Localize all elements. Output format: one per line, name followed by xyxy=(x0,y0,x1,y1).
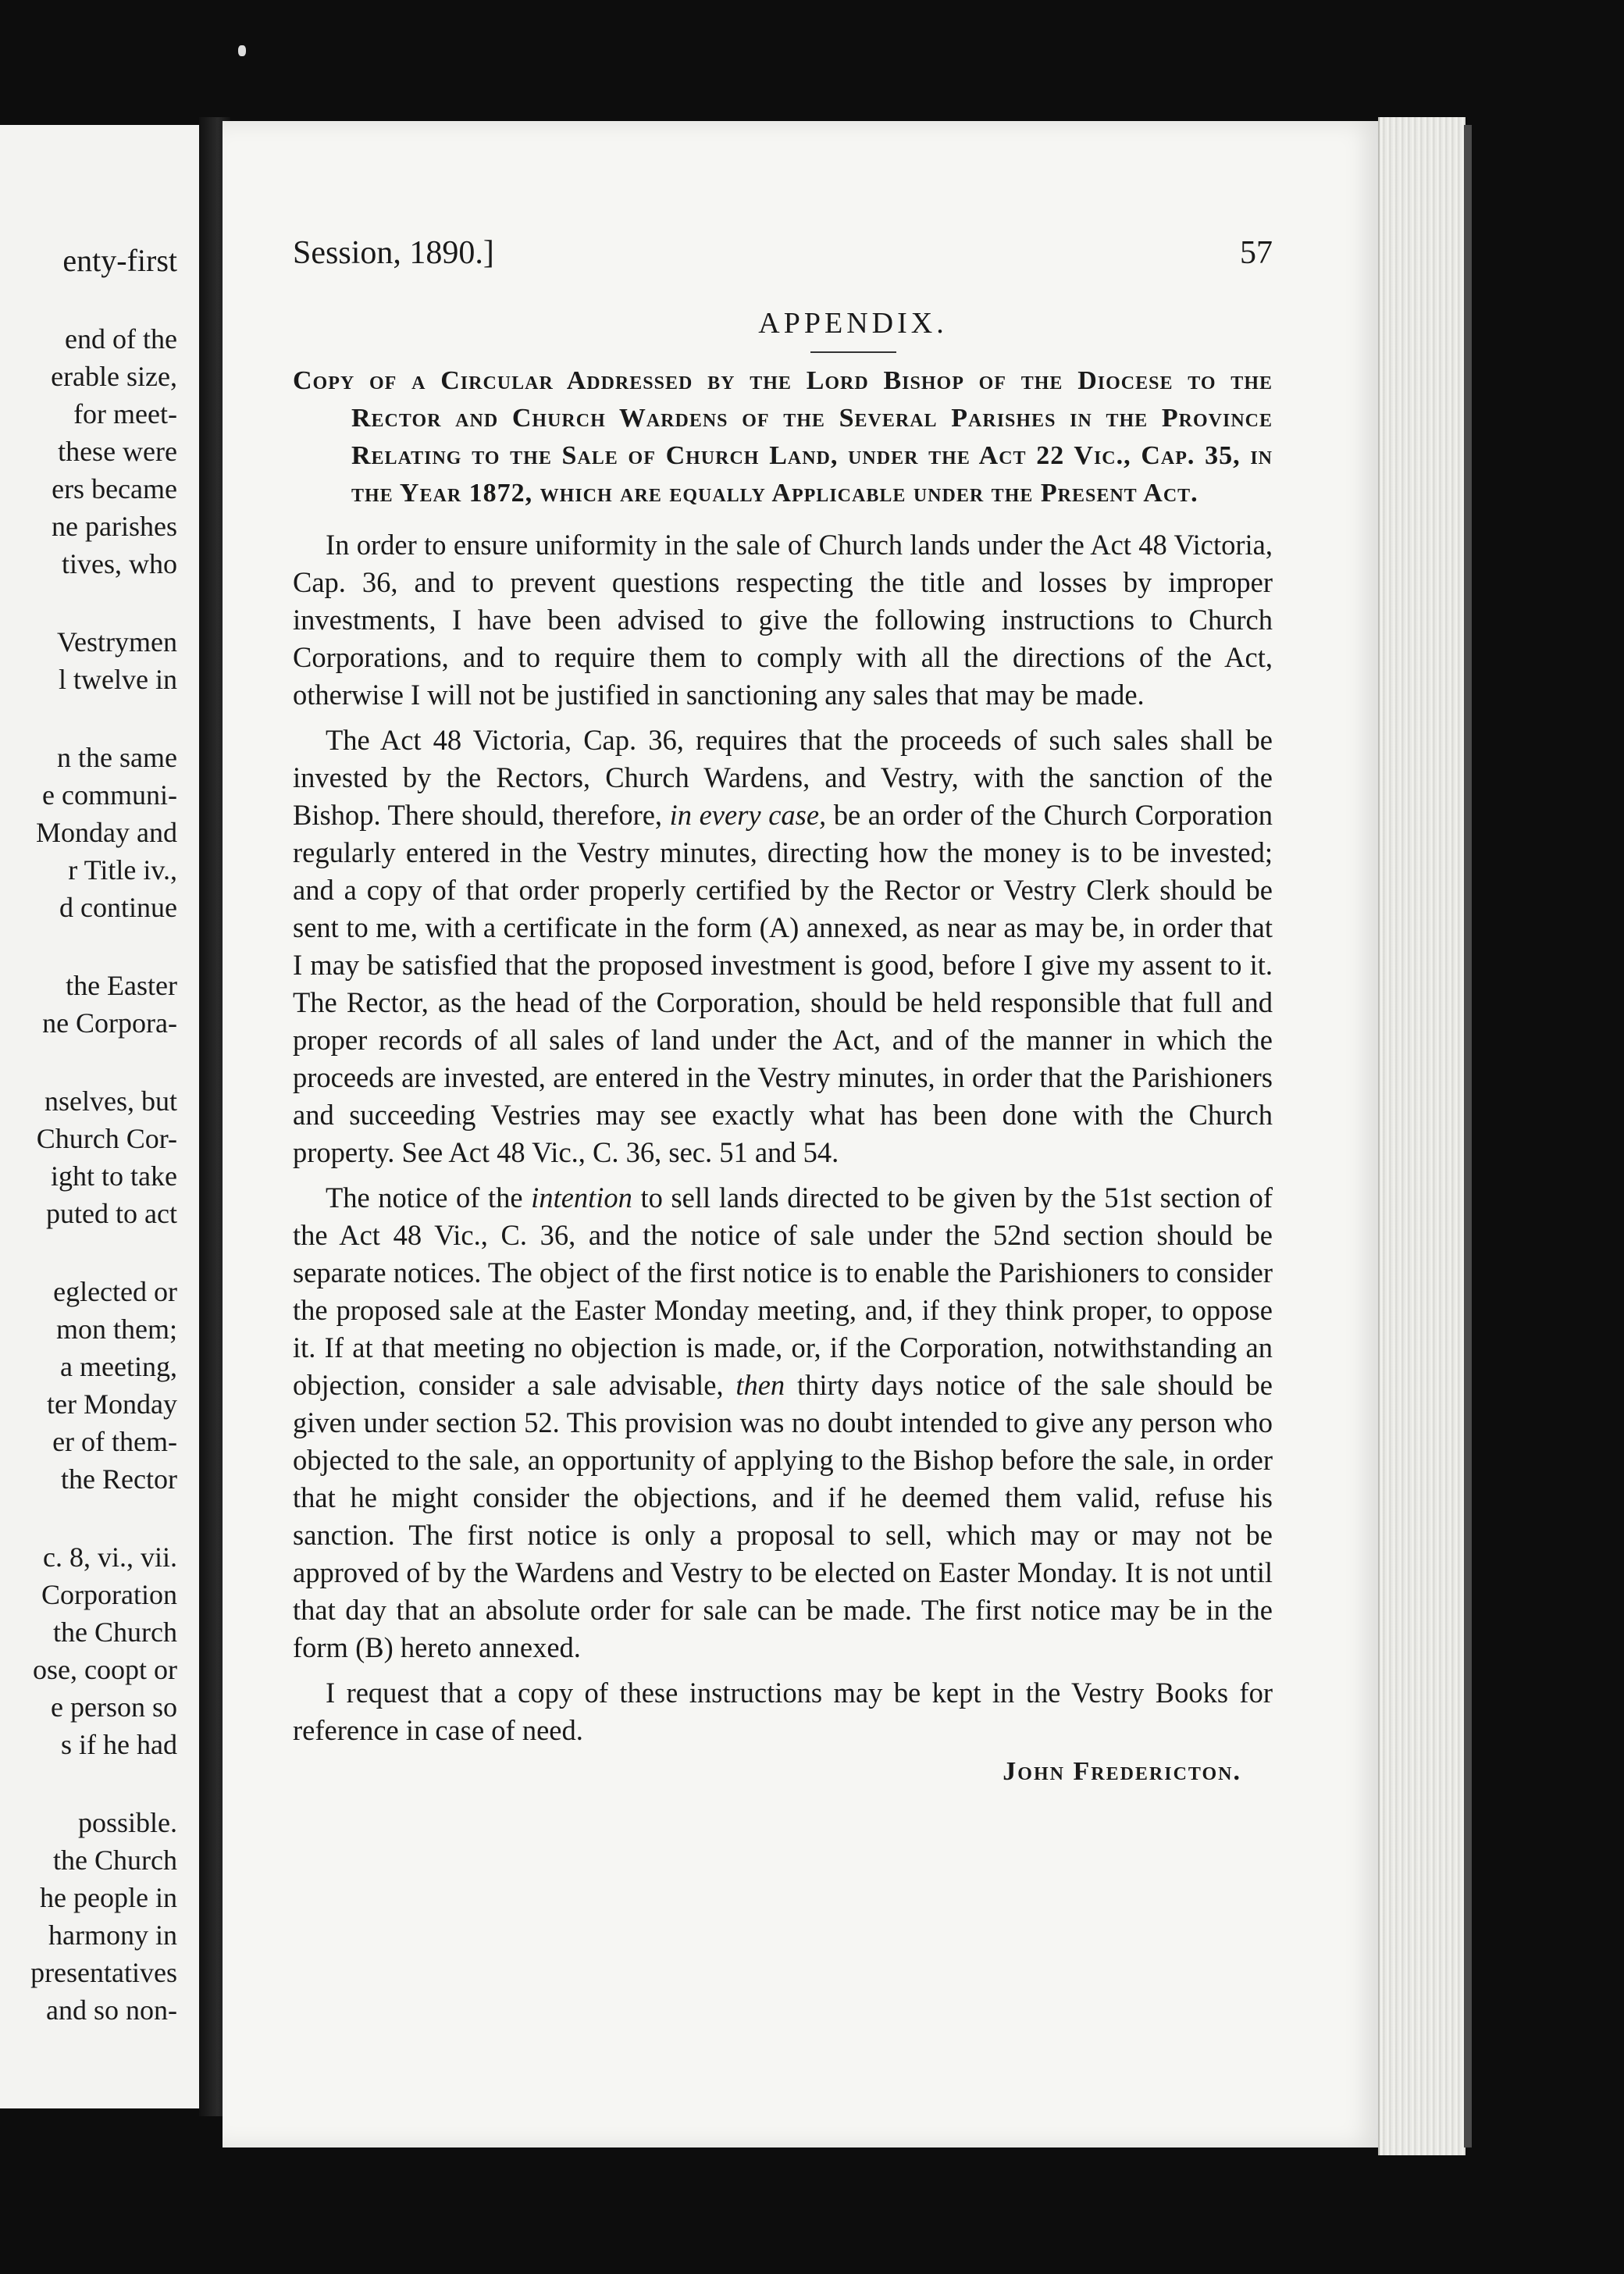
left-page-line: ight to take xyxy=(51,1160,177,1192)
paragraph-text: The notice of the xyxy=(326,1182,532,1214)
circular-heading: Copy of a Circular Addressed by the Lord Bishop of the Diocese to the Rector and Church Wardens of the Several Parishes in the Province Relating to the Sale of Church Land, under the Act 22 Vic., Cap. 35, in the Year 1872, which are equally Applicable under the Present Act. xyxy=(293,366,1273,508)
left-page-line: n the same xyxy=(57,742,177,773)
left-page-line: d continue xyxy=(59,892,177,923)
paragraph-text: to sell lands directed to be given by the 51st section of the Act 48 Vic., C. 36, and the notice of sale under the 52nd section should be separate notices. The object of the first notice is to enable the Parishioners to consider the proposed sale at the Easter Monday meeting, and, if they think proper, to oppose it. If at that meeting no objection is made, or, if the Corporation, notwithstanding an objection, consider a sale advisable, xyxy=(293,1182,1273,1401)
left-page-line: ter Monday xyxy=(47,1388,177,1420)
left-page-line: a meeting, xyxy=(60,1351,177,1382)
left-page-line: Corporation xyxy=(41,1579,177,1610)
paragraph xyxy=(293,1179,1273,1666)
left-page-line: c. 8, vi., vii. xyxy=(43,1542,177,1573)
left-page-line: Monday and xyxy=(36,817,177,848)
left-page-line: s if he had xyxy=(61,1729,177,1760)
left-page-line: the Easter xyxy=(66,970,177,1001)
left-page-line: l twelve in xyxy=(59,664,177,695)
page-stack-edge xyxy=(1378,117,1466,2155)
left-page-line: he people in xyxy=(40,1882,177,1913)
left-page-line: eglected or xyxy=(53,1276,177,1307)
left-page-header: enty-first xyxy=(62,243,177,278)
left-page-line: Church Cor- xyxy=(36,1123,177,1154)
left-page-line: ose, coopt or xyxy=(33,1654,177,1685)
page-number: 57 xyxy=(1240,235,1273,271)
left-page-line: r Title iv., xyxy=(68,854,177,886)
left-page-line: tives, who xyxy=(62,548,177,579)
left-page-line: for meet- xyxy=(73,398,177,429)
session-label: Session, 1890.] xyxy=(293,235,494,271)
paragraph-text: I request that a copy of these instructions may be kept in the Vestry Books for reference in case of need. xyxy=(293,1677,1273,1746)
body-text xyxy=(293,526,1273,1749)
left-page-line: nselves, but xyxy=(45,1085,177,1117)
left-page-line: Vestrymen xyxy=(57,626,177,658)
left-page-line: ne Corpora- xyxy=(42,1007,177,1039)
left-page-line: end of the xyxy=(65,323,177,355)
paragraph xyxy=(293,1674,1273,1749)
film-speck xyxy=(238,45,246,56)
left-page-line: the Rector xyxy=(61,1463,177,1495)
title-rule xyxy=(810,351,896,353)
page-text-block xyxy=(293,234,1273,1787)
left-page-line: and so non- xyxy=(46,1994,177,2026)
main-page xyxy=(223,121,1382,2147)
paragraph-text: be an order of the Church Corporation regularly entered in the Vestry minutes, directing how the money is to be invested; and a copy of that order properly certified by the Rector or Vestry Clerk should be sent to me, with a certificate in the form (A) annexed, as near as may be, in order that I may be satisfied that the proposed investment is good, before I give my assent to it. The Rector, as the head of the Corporation, should be held responsible that full and proper records of all sales of land under the Act, and of the manner in which the proceeds are invested, are entered in the Vestry minutes, in order that the Parishioners and succeeding Vestries may see exactly what has been done with the Church property. See Act 48 Vic., C. 36, sec. 51 and 54. xyxy=(293,799,1273,1168)
emphasis-text: in every case, xyxy=(669,799,827,831)
left-page-line: the Church xyxy=(53,1616,177,1648)
paragraph-text: thirty days notice of the sale should be given under section 52. This provision was no doubt intended to give any person who objected to the sale, an opportunity of applying to the Bishop before the sale, in order that he might consider the objections, and if he deemed them valid, refuse his sanction. The first notice is only a proposal to sell, which may or may not be approved of by the Wardens and Vestry to be elected on Easter Monday. It is not until that day that an absolute order for sale can be made. The first notice may be in the form (B) hereto annexed. xyxy=(293,1369,1273,1663)
appendix-title: APPENDIX. xyxy=(758,307,948,340)
left-page-line: ne parishes xyxy=(52,511,177,542)
signature: John Fredericton. xyxy=(1003,1757,1241,1786)
paragraph-text: The Act 48 Victoria, Cap. 36, requires that the proceeds of such sales shall be invested by the Rectors, Church Wardens, and Vestry, with the sanction of the Bishop. There should, therefore, xyxy=(293,724,1273,831)
left-page-line: ers became xyxy=(52,473,177,504)
paragraph-text: In order to ensure uniformity in the sale of Church lands under the Act 48 Victoria, Cap. 36, and to prevent questions respecting the title and losses by improper investments, I have been advised to give the following instructions to Church Corporations, and to require them to comply with all the directions of the Act, otherwise I will not be justified in sanctioning any sales that may be made. xyxy=(293,529,1273,711)
left-page-line: er of them- xyxy=(52,1426,177,1457)
left-page-line: the Church xyxy=(53,1845,177,1876)
paragraph xyxy=(293,526,1273,714)
emphasis-text: then xyxy=(735,1369,785,1401)
left-page-line: e person so xyxy=(51,1691,177,1723)
paragraph xyxy=(293,722,1273,1171)
left-page-line: harmony in xyxy=(48,1919,177,1951)
emphasis-text: intention xyxy=(531,1182,632,1214)
left-page-line: puted to act xyxy=(46,1198,177,1229)
left-page-line: e communi- xyxy=(42,779,177,811)
left-page-line: these were xyxy=(58,436,177,467)
left-page-line: mon them; xyxy=(56,1313,177,1345)
left-page-line: presentatives xyxy=(30,1957,177,1988)
page-edge-shadow xyxy=(1464,125,1472,2147)
left-page-line: possible. xyxy=(77,1807,177,1838)
running-head xyxy=(293,234,1273,281)
left-page-fragment xyxy=(0,125,204,2108)
left-page-line: erable size, xyxy=(51,361,177,392)
